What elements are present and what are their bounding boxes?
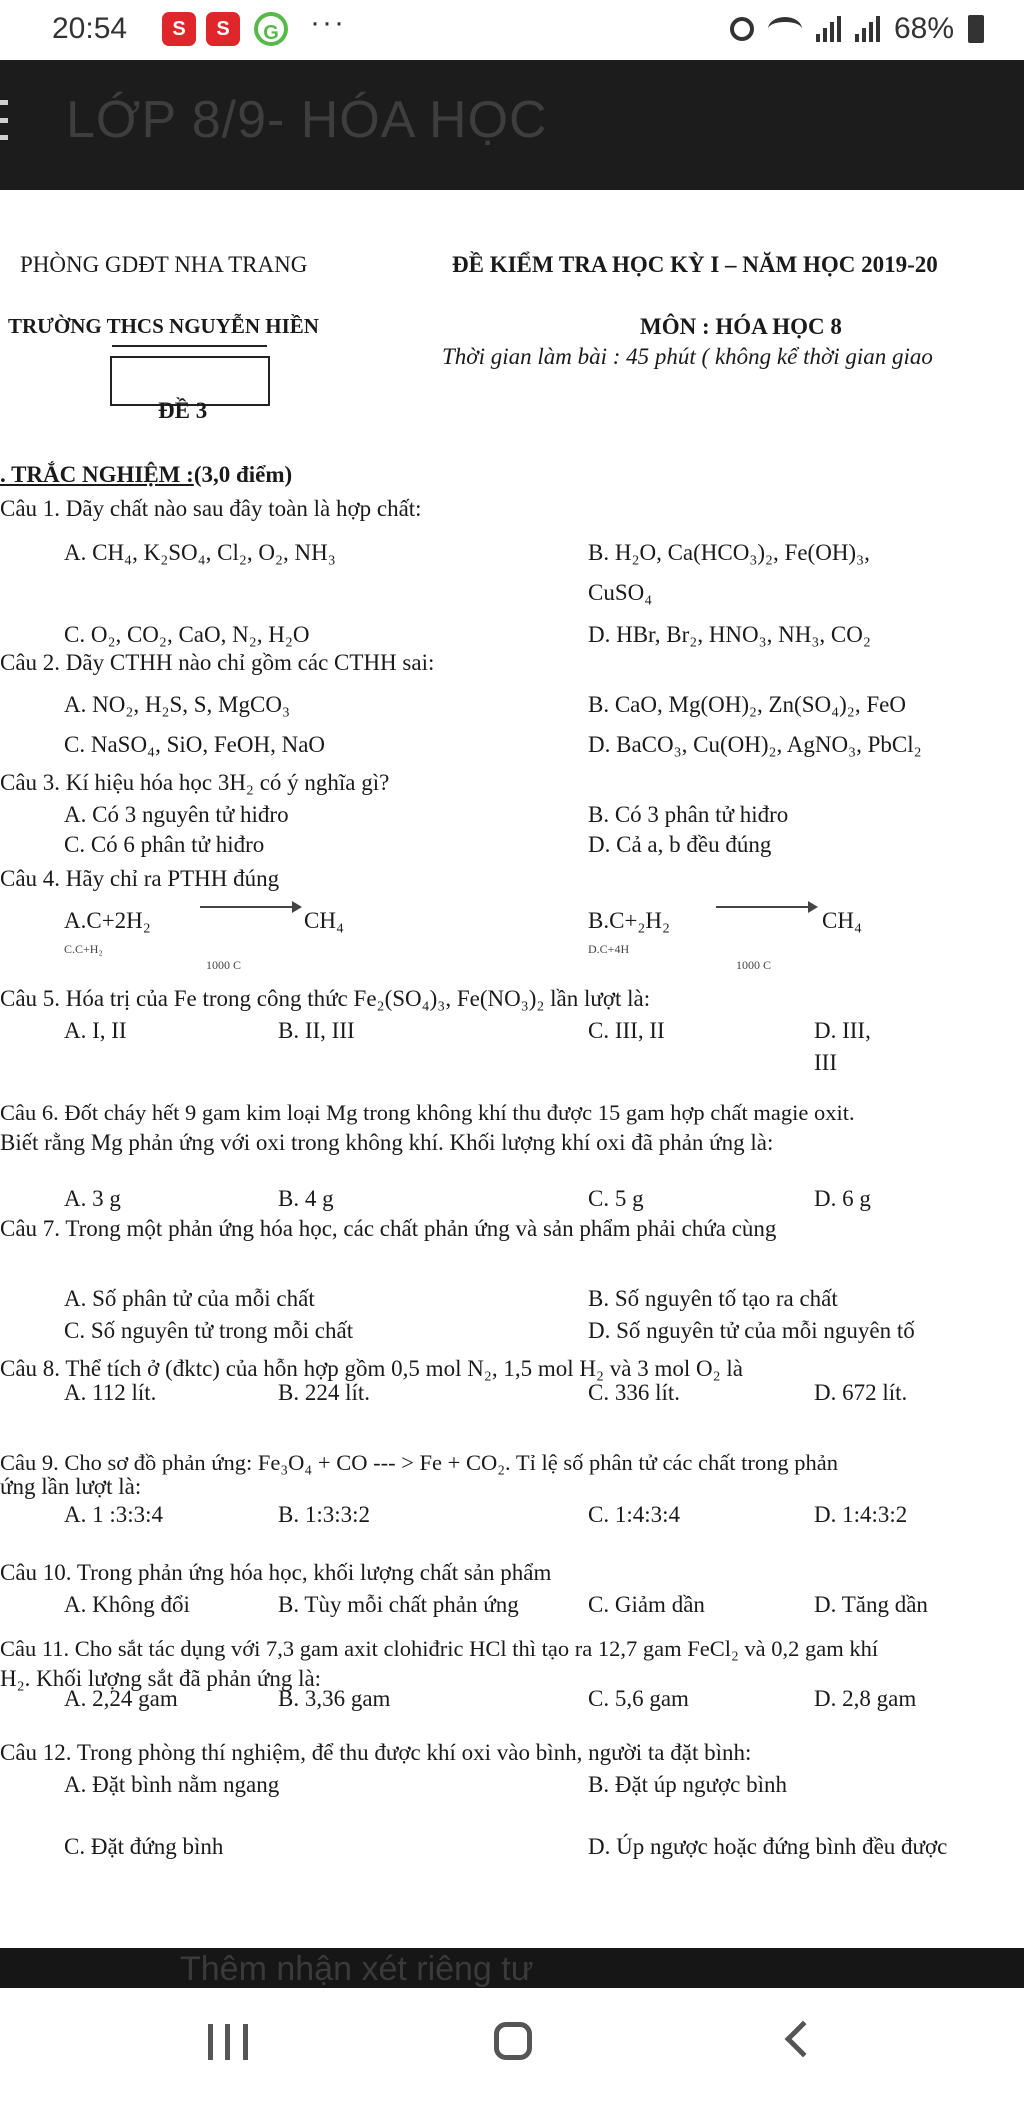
- q9-option-b: B. 1:3:3:2: [278, 1502, 371, 1527]
- q7-option-b: B. Số nguyên tố tạo ra chất: [588, 1286, 838, 1311]
- q3-option-b: B. Có 3 phân tử hiđro: [588, 802, 789, 827]
- q11-option-a: A. 2,24 gam: [64, 1686, 178, 1711]
- q6-option-b: B. 4 g: [278, 1186, 334, 1211]
- q1-option-a: A. CH₄, K₂SO₄, Cl₂, O₂, NH₃: [64, 540, 336, 565]
- q5-option-a: A. I, II: [64, 1018, 127, 1043]
- q11-option-b: B. 3,36 gam: [278, 1686, 391, 1711]
- exam-title: ĐỀ KIỂM TRA HỌC KỲ I – NĂM HỌC 2019-20: [452, 252, 938, 277]
- q3-option-c: C. Có 6 phân tử hiđro: [64, 832, 265, 857]
- signal-icon: [855, 16, 880, 42]
- reaction-arrow: [200, 906, 300, 908]
- question-3: Câu 3. Kí hiệu hóa học 3H₂ có ý nghĩa gì?: [0, 770, 390, 795]
- wifi-icon: [768, 17, 802, 41]
- back-icon[interactable]: [785, 2021, 822, 2058]
- q7-option-c: C. Số nguyên tử trong mỗi chất: [64, 1318, 354, 1343]
- question-10: Câu 10. Trong phản ứng hóa học, khối lượng chất sản phẩm: [0, 1560, 552, 1585]
- notification-app-icon: G: [254, 12, 288, 46]
- question-7: Câu 7. Trong một phản ứng hóa học, các chất phản ứng và sản phẩm phải chứa cùng: [0, 1216, 777, 1241]
- question-4: Câu 4. Hãy chỉ ra PTHH đúng: [0, 866, 280, 891]
- question-8: Câu 8. Thể tích ở (đktc) của hỗn hợp gồm 0,5 mol N₂, 1,5 mol H₂ và 3 mol O₂ là: [0, 1356, 743, 1381]
- question-2: Câu 2. Dãy CTHH nào chỉ gồm các CTHH sai:: [0, 650, 435, 675]
- q2-option-b: B. CaO, Mg(OH)₂, Zn(SO₄)₂, FeO: [588, 692, 906, 717]
- exam-code: ĐỀ 3: [158, 398, 208, 423]
- q4-option-a-condition: 1000 C: [206, 958, 242, 972]
- q1-option-b-cont: CuSO₄: [588, 580, 653, 605]
- q6-option-a: A. 3 g: [64, 1186, 121, 1211]
- subject: MÔN : HÓA HỌC 8: [640, 314, 842, 339]
- q8-option-b: B. 224 lít.: [278, 1380, 371, 1405]
- section-points: (3,0 điểm): [193, 462, 293, 487]
- q8-option-d: D. 672 lít.: [814, 1380, 908, 1405]
- q4-option-a-product: CH₄: [304, 908, 344, 933]
- q3-option-a: A. Có 3 nguyên tử hiđro: [64, 802, 289, 827]
- q4-option-a: A.C+2H₂: [64, 908, 151, 933]
- question-6-cont: Biết rằng Mg phản ứng với oxi trong không khí. Khối lượng khí oxi đã phản ứng là:: [0, 1130, 774, 1155]
- q10-option-b: B. Tùy mỗi chất phản ứng: [278, 1592, 519, 1617]
- question-11: Câu 11. Cho sắt tác dụng với 7,3 gam axit clohiđric HCl thì tạo ra 12,7 gam FeCl₂ và 0,2 gam khí: [0, 1636, 879, 1661]
- q5-option-d-cont: III: [814, 1050, 837, 1075]
- q4-option-d-small: D.C+4H: [588, 942, 630, 956]
- question-6: Câu 6. Đốt cháy hết 9 gam kim loại Mg trong không khí thu được 15 gam hợp chất magie oxit.: [0, 1100, 855, 1125]
- q4-option-b-condition: 1000 C: [736, 958, 772, 972]
- q1-option-b: B. H₂O, Ca(HCO₃)₂, Fe(OH)₃,: [588, 540, 870, 565]
- q5-option-c: C. III, II: [588, 1018, 665, 1043]
- menu-icon[interactable]: [0, 100, 8, 140]
- app-header: [0, 60, 1024, 190]
- reaction-arrow: [716, 906, 816, 908]
- page-title: LỚP 8/9- HÓA HỌC: [66, 91, 548, 149]
- system-nav-bar: [0, 1988, 1024, 2106]
- exam-document: [0, 190, 1024, 1950]
- q4-option-b-product: CH₄: [822, 908, 862, 933]
- q8-option-a: A. 112 lít.: [64, 1380, 157, 1405]
- q5-option-b: B. II, III: [278, 1018, 355, 1043]
- q1-option-c: C. O₂, CO₂, CaO, N₂, H₂O: [64, 622, 310, 647]
- signal-icon: [816, 16, 841, 42]
- status-bar: [0, 0, 1024, 60]
- time-note: Thời gian làm bài : 45 phút ( không kể thời gian giao: [442, 344, 933, 369]
- question-9-cont: ứng lần lượt là:: [0, 1474, 142, 1499]
- q10-option-d: D. Tăng dần: [814, 1592, 928, 1617]
- q8-option-c: C. 336 lít.: [588, 1380, 681, 1405]
- q2-option-d: D. BaCO₃, Cu(OH)₂, AgNO₃, PbCl₂: [588, 732, 922, 757]
- q2-option-a: A. NO₂, H₂S, S, MgCO₃: [64, 692, 290, 717]
- section-heading: [0, 462, 292, 488]
- q10-option-c: C. Giảm dần: [588, 1592, 705, 1617]
- private-comment-label: Thêm nhận xét riêng tư: [180, 1950, 534, 1988]
- section-title: . TRẮC NGHIỆM :: [0, 462, 194, 487]
- question-5: Câu 5. Hóa trị của Fe trong công thức Fe₂(SO₄)₃, Fe(NO₃)₂ lần lượt là:: [0, 986, 651, 1011]
- q11-option-d: D. 2,8 gam: [814, 1686, 917, 1711]
- divider: [112, 345, 267, 347]
- notification-app-icon: S: [206, 12, 240, 46]
- q6-option-d: D. 6 g: [814, 1186, 871, 1211]
- q12-option-d: D. Úp ngược hoặc đứng bình đều được: [588, 1834, 948, 1859]
- school-name: TRƯỜNG THCS NGUYỄN HIỀN: [8, 314, 319, 338]
- question-9: Câu 9. Cho sơ đồ phản ứng: Fe₃O₄ + CO --- > Fe + CO₂. Tỉ lệ số phân tử các chất trong phản: [0, 1450, 838, 1475]
- q3-option-d: D. Cả a, b đều đúng: [588, 832, 772, 857]
- q5-option-d: D. III,: [814, 1018, 871, 1043]
- home-icon[interactable]: [494, 2022, 532, 2060]
- battery-icon: [968, 15, 984, 43]
- q1-option-d: D. HBr, Br₂, HNO₃, NH₃, CO₂: [588, 622, 871, 647]
- q12-option-b: B. Đặt úp ngược bình: [588, 1772, 788, 1797]
- status-time: 20:54: [52, 12, 128, 45]
- q12-option-a: A. Đặt bình nằm ngang: [64, 1772, 280, 1797]
- q6-option-c: C. 5 g: [588, 1186, 644, 1211]
- q9-option-a: A. 1 :3:3:4: [64, 1502, 164, 1527]
- question-1: Câu 1. Dãy chất nào sau đây toàn là hợp chất:: [0, 496, 422, 521]
- q7-option-d: D. Số nguyên tử của mỗi nguyên tố: [588, 1318, 915, 1343]
- q2-option-c: C. NaSO₄, SiO, FeOH, NaO: [64, 732, 326, 757]
- office-name: PHÒNG GDĐT NHA TRANG: [20, 252, 308, 277]
- question-12: Câu 12. Trong phòng thí nghiệm, để thu được khí oxi vào bình, người ta đặt bình:: [0, 1740, 752, 1765]
- battery-percent: 68%: [893, 12, 954, 45]
- question-11-cont: H₂. Khối lượng sắt đã phản ứng là:: [0, 1666, 322, 1691]
- q10-option-a: A. Không đổi: [64, 1592, 190, 1617]
- more-notifications-icon: ···: [310, 6, 346, 39]
- notification-app-icon: S: [162, 12, 196, 46]
- alarm-icon: [730, 17, 754, 41]
- recent-apps-icon[interactable]: [208, 2024, 248, 2060]
- q11-option-c: C. 5,6 gam: [588, 1686, 689, 1711]
- q7-option-a: A. Số phân tử của mỗi chất: [64, 1286, 315, 1311]
- q9-option-d: D. 1:4:3:2: [814, 1502, 908, 1527]
- q4-option-b: B.C+₂H₂: [588, 908, 671, 933]
- q9-option-c: C. 1:4:3:4: [588, 1502, 681, 1527]
- q12-option-c: C. Đặt đứng bình: [64, 1834, 224, 1859]
- q4-option-c-small: C.C+H₂: [64, 942, 103, 956]
- private-comment-bar[interactable]: [0, 1948, 1024, 1988]
